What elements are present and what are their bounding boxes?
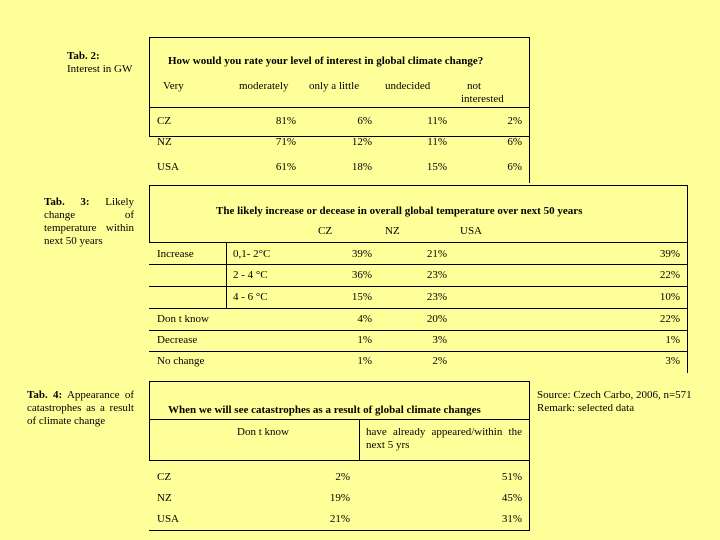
table3-row-divider [149,264,688,265]
table3-title: The likely increase or decease in overall global temperature over next 50 years [216,205,583,217]
table4-cell: 45% [501,492,522,504]
table4-country: NZ [157,492,172,504]
table3-cell: 4% [357,313,372,325]
table4-border-left [149,381,150,461]
table4-caption [27,389,134,428]
source-note [537,389,694,415]
table2-caption [67,50,142,76]
table3-cell: 21% [426,248,447,260]
table3-cell: 36% [351,269,372,281]
remark-text: Remark: selected data [537,402,635,414]
table3-caption-text: Likely change of temperature within next 50 years [44,196,135,247]
table3-cell: 3% [665,355,680,367]
table4-cell: 2% [335,471,350,483]
table4-cell: 21% [329,513,350,525]
table3-row-sub: 2 - 4 °C [233,269,268,281]
table4-cell: 51% [501,471,522,483]
table3-cell: 22% [659,313,680,325]
table4-cell: 19% [329,492,350,504]
table2-caption-text: Interest in GW [67,63,133,75]
table2-cell: 15% [426,161,447,173]
table3-cell: 1% [357,355,372,367]
table2-country: USA [157,161,180,173]
table4-border-bottom [149,530,530,531]
table2-cell: 11% [427,115,447,127]
table3-cell: 1% [357,334,372,346]
table3-cell: 3% [432,334,447,346]
table2-border-top [149,37,530,38]
table3-row-label: No change [157,355,205,367]
table4-country: USA [157,513,180,525]
table3-cell: 23% [426,291,447,303]
table3-cell: 2% [432,355,447,367]
table4-header-divider [149,419,530,420]
table3-cell: 23% [426,269,447,281]
table3-header-cz: CZ [318,225,333,237]
table3-cell: 10% [659,291,680,303]
table2-cell: 18% [351,161,372,173]
table3-cell: 22% [659,269,680,281]
table2-country: NZ [157,136,172,148]
table3-cell: 1% [665,334,680,346]
table3-row-divider [149,330,688,331]
table3-border-left [149,185,150,243]
table2-cell: 2% [507,115,522,127]
table2-country: CZ [157,115,172,127]
table3-cell: 39% [659,248,680,260]
table3-row-divider [149,308,688,309]
table4-country: CZ [157,471,172,483]
table2-cell: 61% [275,161,296,173]
table2-cell: 6% [357,115,372,127]
table2-header-divider [149,107,530,108]
table3-cell: 39% [351,248,372,260]
table4-border-top [149,381,530,382]
table2-caption-label: Tab. 2: [67,50,100,62]
table2-cell: 12% [351,136,372,148]
table3-row-divider [149,351,688,352]
table4-cell: 31% [501,513,522,525]
table3-header-usa: USA [460,225,483,237]
table3-row-label: Decrease [157,334,198,346]
table2-cell: 6% [507,136,522,148]
table3-row-sub: 4 - 6 °C [233,291,268,303]
table4-title: When we will see catastrophes as a result of global climate changes [168,404,481,416]
table4-col-divider [359,419,360,461]
source-text: Source: Czech Carbo, 2006, n=571 [537,389,692,401]
table3-caption-label: Tab. 3: [44,196,90,208]
table4-caption-text: Appearance of catastrophes as a result of climate change [27,389,134,427]
table2-header-little: only a little [309,80,360,92]
table2-title: How would you rate your level of interest in global climate change? [168,55,484,67]
table3-row-sub: 0,1- 2°C [233,248,271,260]
table3-cell: 20% [426,313,447,325]
table4-caption-label: Tab. 4: [27,389,63,401]
table3-header-divider [149,242,688,243]
table4-header-appeared: have already appeared/within the next 5 yrs [366,426,522,451]
table3-sub-divider [226,242,227,309]
table2-header-moderately: moderately [239,80,289,92]
table2-cell: 11% [427,136,447,148]
table2-header-not: not [467,80,482,92]
table2-header-undecided: undecided [385,80,431,92]
table3-border-right [687,185,688,373]
table2-cell: 81% [275,115,296,127]
table4-border-right [529,381,530,531]
table3-caption [44,196,134,248]
table4-header-dontknow: Don t know [237,426,289,438]
table2-cell: 71% [275,136,296,148]
table4-row-divider [149,460,530,461]
table3-row-label: Don t know [157,313,209,325]
table2-cell: 6% [507,161,522,173]
table2-header-interested: interested [461,93,504,105]
table3-border-top [149,185,688,186]
table2-header-very: Very [163,80,184,92]
table3-cell: 15% [351,291,372,303]
table3-row-label: Increase [157,248,194,260]
table3-header-nz: NZ [385,225,400,237]
table3-row-divider [149,286,688,287]
table2-border-left [149,37,150,137]
table2-border-right [529,37,530,183]
